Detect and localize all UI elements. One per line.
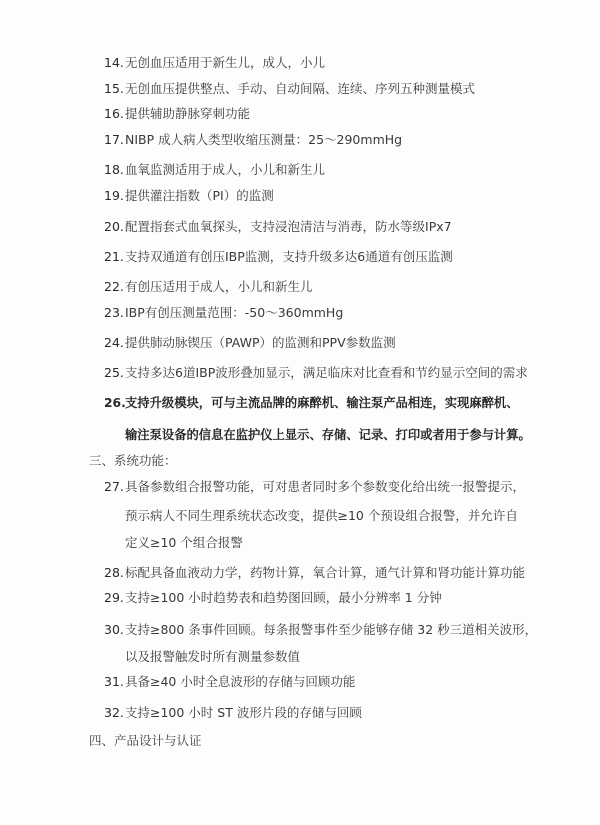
section-heading: 三、系统功能：: [89, 453, 177, 468]
item-text: 提供肺动脉锲压（PAWP）的监测和PPV参数监测: [125, 335, 396, 350]
item-number: 24.: [104, 335, 124, 350]
item-number: 32.: [104, 705, 124, 720]
item-text: IBP有创压测量范围：-50～360mmHg: [125, 305, 344, 320]
item-number: 15.: [104, 81, 124, 96]
item-text: 具备参数组合报警功能，可对患者同时多个参数变化给出统一报警提示，: [125, 479, 526, 494]
list-item: [104, 479, 525, 495]
item-number: 14.: [104, 55, 124, 70]
item-number: 17.: [104, 132, 124, 147]
list-item: [104, 335, 396, 351]
list-item: [104, 249, 453, 265]
item-number: 31.: [104, 674, 124, 689]
item-text: 支持双通道有创压IBP监测，支持升级多达6通道有创压监测: [125, 249, 453, 264]
list-item: [104, 705, 362, 721]
item-number: 21.: [104, 249, 124, 264]
item-number: 28.: [104, 565, 124, 580]
list-item: [104, 565, 525, 581]
list-item: [104, 674, 355, 690]
item-text: 血氧监测适用于成人，小儿和新生儿: [125, 162, 326, 177]
list-item: [104, 305, 343, 321]
section-heading: 四、产品设计与认证: [89, 733, 202, 748]
item-number: 20.: [104, 219, 124, 234]
item-number: 26.: [104, 396, 126, 410]
item-text: 具备≥40 小时全息波形的存储与回顾功能: [125, 674, 356, 689]
list-item: [104, 132, 402, 148]
item-number: 19.: [104, 188, 124, 203]
item-text: NIBP 成人病人类型收缩压测量：25～290mmHg: [125, 132, 403, 147]
item-text-continuation: 以及报警触发时所有测量参数值: [125, 649, 301, 664]
item-number: 27.: [104, 479, 124, 494]
item-text: 提供灌注指数（PI）的监测: [125, 188, 274, 203]
list-item: [104, 55, 325, 71]
item-text: 支持≥100 小时 ST 波形片段的存储与回顾: [125, 705, 362, 720]
item-text-continuation: 输注泵设备的信息在监护仪上显示、存储、记录、打印或者用于参与计算。: [125, 428, 531, 442]
list-item: [104, 81, 475, 97]
item-number: 30.: [104, 622, 124, 637]
item-number: 22.: [104, 279, 124, 294]
list-item: [104, 395, 519, 411]
item-text: 有创压适用于成人，小儿和新生儿: [125, 279, 313, 294]
item-number: 18.: [104, 162, 124, 177]
item-text: 支持≥800 条事件回顾。每条报警事件至少能够存储 32 秒三道相关波形，: [125, 622, 538, 637]
item-text: 提供辅助静脉穿刺功能: [125, 106, 251, 121]
item-text: 支持≥100 小时趋势表和趋势图回顾，最小分辨率 1 分钟: [125, 590, 442, 605]
list-item: [104, 219, 452, 235]
list-item: [104, 188, 274, 204]
item-text: 无创血压提供整点、手动、自动间隔、连续、序列五种测量模式: [125, 81, 476, 96]
list-item: [104, 162, 325, 178]
item-text-continuation: 定义≥10 个组合报警: [125, 535, 243, 550]
item-text: 支持升级模块，可与主流品牌的麻醉机、输注泵产品相连，实现麻醉机、: [125, 396, 519, 410]
list-item: [104, 106, 250, 122]
list-item: [104, 590, 442, 606]
item-text: 配置指套式血氧探头，支持浸泡清洁与消毒，防水等级IPx7: [125, 219, 452, 234]
item-text: 无创血压适用于新生儿，成人，小儿: [125, 55, 326, 70]
list-item: [104, 622, 537, 638]
list-item: [104, 365, 528, 381]
item-text: 标配具备血液动力学，药物计算，氧合计算，通气计算和肾功能计算功能: [125, 565, 526, 580]
item-text-continuation: 预示病人不同生理系统状态改变，提供≥10 个预设组合报警，并允许自: [125, 508, 518, 523]
item-number: 16.: [104, 106, 124, 121]
list-item: [104, 279, 313, 295]
item-text: 支持多达6道IBP波形叠加显示，满足临床对比查看和节约显示空间的需求: [125, 365, 528, 380]
item-number: 23.: [104, 305, 124, 320]
item-number: 29.: [104, 590, 124, 605]
item-number: 25.: [104, 365, 124, 380]
